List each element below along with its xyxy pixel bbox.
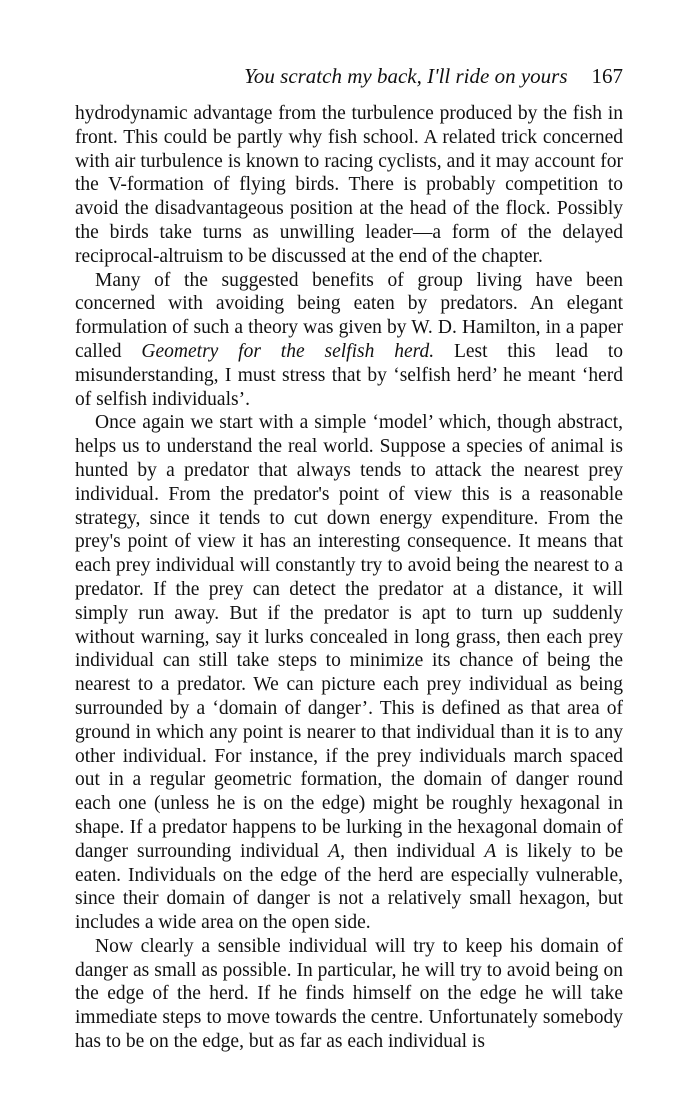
book-page bbox=[75, 62, 623, 1054]
paragraph-3-text-b: , then individual bbox=[340, 840, 485, 862]
paragraph-2-text-b: Lest this lead to misunderstanding, I must stress that by ‘selfish herd’ he meant ‘herd of selfish individuals’. bbox=[75, 340, 623, 410]
paragraph-3-text-c: is likely to be eaten. Individuals on the edge of the herd are especially vulnerable, since their domain of danger is not a relatively small hexagon, but includes a wide area on the open side. bbox=[75, 840, 623, 934]
paragraph-1: hydrodynamic advantage from the turbulence produced by the fish in front. This could be partly why fish school. A related trick concerned with air turbulence is known to racing cyclists, and it may account for the V-formation of flying birds. There is probably competition to avoid the disadvantageous position at the head of the flock. Possibly the birds take turns as unwilling leader—a form of the delayed reciprocal-altruism to be discussed at the end of the chapter. bbox=[75, 103, 623, 267]
running-head-title: You scratch my back, I'll ride on yours bbox=[244, 64, 568, 88]
paper-title: Geometry for the selfish herd. bbox=[141, 340, 435, 362]
individual-label-a-1: A bbox=[328, 840, 341, 862]
paragraph-2 bbox=[75, 269, 623, 412]
paragraph-2-text-a: Many of the suggested benefits of group living have been concerned with avoiding being eaten by predators. An elegant formulation of such a theory was given by W. D. Hamilton, in a paper called bbox=[75, 269, 623, 362]
paragraph-3 bbox=[75, 411, 623, 935]
running-head bbox=[75, 62, 623, 90]
paragraph-4: Now clearly a sensible individual will try to keep his domain of danger as small as possible. In particular, he will try to avoid being on the edge of the herd. If he finds himself on the edge he will take immediate steps to move towards the centre. Unfortunately somebody has to be on the edge, but as far as each individual is bbox=[75, 935, 623, 1053]
paragraph-3-text-a: Once again we start with a simple ‘model’ which, though abstract, helps us to understand the real world. Suppose a species of animal is hunted by a predator that always tends to attack the nearest prey individual. From the predator's point of view this is a reasonable strategy, since it tends to cut down energy expenditure. From the prey's point of view it has an interesting consequence. It means that each prey individual will constantly try to avoid being the nearest to a predator. If the prey can detect the predator at a distance, it will simply run away. But if the predator is apt to turn up suddenly without warning, say it lurks concealed in long grass, then each prey individual can still take steps to minimize its chance of being the nearest to a predator. We can picture each prey individual as being surrounded by a ‘domain of danger’. This is defined as that area of ground in which any point is nearer to that individual than it is to any other individual. For instance, if the prey individuals march spaced out in a regular geometric formation, the domain of danger round each one (unless he is on the edge) might be roughly hexagonal in shape. If a predator happens to be lurking in the hexagonal domain of danger surrounding individual bbox=[75, 412, 623, 862]
page-number: 167 bbox=[591, 64, 623, 88]
body-text bbox=[75, 102, 623, 1054]
individual-label-a-2: A bbox=[484, 840, 497, 862]
